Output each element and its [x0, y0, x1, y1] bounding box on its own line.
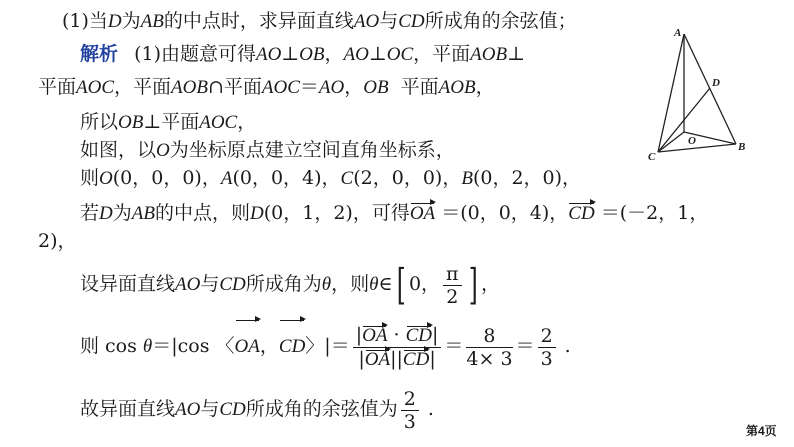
- analysis-line-6: 若D为AB的中点，则D(0，1，2)，可得OA ＝(0，0，4)，CD ＝(－2，1，: [80, 202, 709, 224]
- analysis-line-4: 如图，以O为坐标原点建立空间直角坐标系，: [80, 139, 455, 161]
- analysis-line-3: 所以OB⊥平面AOC，: [80, 111, 257, 133]
- analysis-line-5: 则O(0，0，0)，A(0，0，4)，C(2，0，0)，B(0，2，0)，: [80, 167, 582, 189]
- pi-over-2-fraction: $\frac{\pi}{2}$: [443, 263, 462, 308]
- vector-CD: CD: [568, 203, 595, 224]
- analysis-line-8: 设异面直线AO与CD所成角为θ，则θ∈[ 0， $\frac{\pi}{2}$ ] ，: [80, 260, 500, 309]
- analysis-line-1: 解析 (1)由题意可得AO⊥OB，AO⊥OC，平面AOB⊥: [80, 43, 525, 65]
- edge-CB: [658, 144, 736, 152]
- question-line: (1)当D为AB的中点时，求异面直线AO与CD所成角的余弦值；: [62, 10, 577, 32]
- two-thirds-fraction: $\frac{2}{3}$: [538, 325, 556, 370]
- analysis-label: 解析: [80, 43, 119, 65]
- left-bracket: [: [396, 260, 406, 309]
- label-A: A: [674, 27, 682, 39]
- tetrahedron-figure: [640, 22, 760, 172]
- analysis-line-2: 平面AOC，平面AOB∩平面AOC＝AO，OB 平面AOB，: [38, 76, 495, 98]
- answer-fraction: $\frac{2}{3}$: [401, 388, 419, 433]
- cosine-fraction: $\frac{|OA \cdot CD|}{|OA||CD|}$: [353, 324, 442, 371]
- analysis-line-10: 故异面直线AO与CD所成角的余弦值为 $\frac{2}{3}$ .: [80, 387, 434, 433]
- eight-fraction: $\frac{8}{4\times 3}$: [466, 324, 513, 370]
- right-bracket: ]: [468, 260, 478, 309]
- label-C: C: [648, 151, 656, 163]
- vector-OA: OA: [409, 203, 436, 224]
- label-D: D: [712, 77, 720, 89]
- analysis-line-7: 2)，: [38, 230, 77, 252]
- label-O: O: [688, 135, 696, 147]
- page-number: 第4页: [746, 424, 777, 438]
- label-B: B: [738, 141, 746, 153]
- analysis-line-9: 则 cos θ＝|cos 〈OA，CD〉|＝ $\frac{|OA \cdot CD|}{|OA||CD|}$ ＝ $\frac{8}{4\times 3}$ ＝ $\frac{2}{3}$ .: [80, 318, 571, 375]
